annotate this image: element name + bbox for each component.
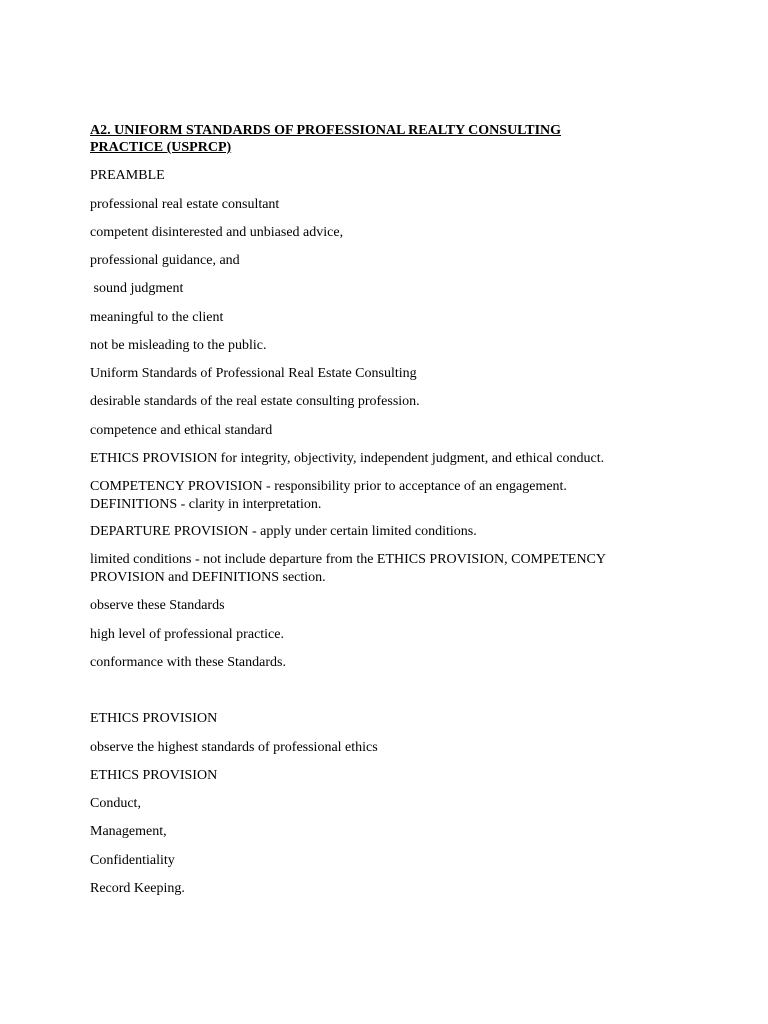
text-line: meaningful to the client [90, 310, 224, 325]
text-line: competent disinterested and unbiased advice, [90, 225, 344, 240]
text-line: COMPETENCY PROVISION - responsibility prior to acceptance of an engagement. [90, 479, 567, 494]
text-line: sound judgment [90, 281, 184, 296]
document-title-line-2: PRACTICE (USPRCP) [90, 140, 232, 155]
text-line: limited conditions - not include departure from the ETHICS PROVISION, COMPETENCY [90, 552, 606, 567]
text-line: Management, [90, 824, 167, 839]
text-line: Uniform Standards of Professional Real Estate Consulting [90, 366, 417, 381]
document-title-line-1: A2. UNIFORM STANDARDS OF PROFESSIONAL REALTY CONSULTING [90, 123, 562, 138]
text-line: DEFINITIONS - clarity in interpretation. [90, 497, 322, 512]
text-line: conformance with these Standards. [90, 655, 286, 670]
text-line: observe these Standards [90, 598, 225, 613]
text-line: desirable standards of the real estate consulting profession. [90, 394, 420, 409]
text-line: ETHICS PROVISION for integrity, objectivity, independent judgment, and ethical conduct. [90, 451, 605, 466]
text-line: professional real estate consultant [90, 197, 280, 212]
text-line: not be misleading to the public. [90, 338, 267, 353]
text-line: high level of professional practice. [90, 627, 284, 642]
text-line: DEPARTURE PROVISION - apply under certain limited conditions. [90, 524, 477, 539]
document-page [90, 0, 730, 1024]
section-heading: ETHICS PROVISION [90, 711, 218, 726]
text-line: PROVISION and DEFINITIONS section. [90, 570, 326, 585]
text-line: Confidentiality [90, 853, 175, 868]
text-line: Record Keeping. [90, 881, 185, 896]
text-line: observe the highest standards of professional ethics [90, 740, 378, 755]
text-line: competence and ethical standard [90, 423, 273, 438]
text-line: ETHICS PROVISION [90, 768, 218, 783]
text-line: professional guidance, and [90, 253, 240, 268]
text-line: Conduct, [90, 796, 141, 811]
preamble-heading: PREAMBLE [90, 168, 165, 183]
document-title [90, 122, 561, 156]
